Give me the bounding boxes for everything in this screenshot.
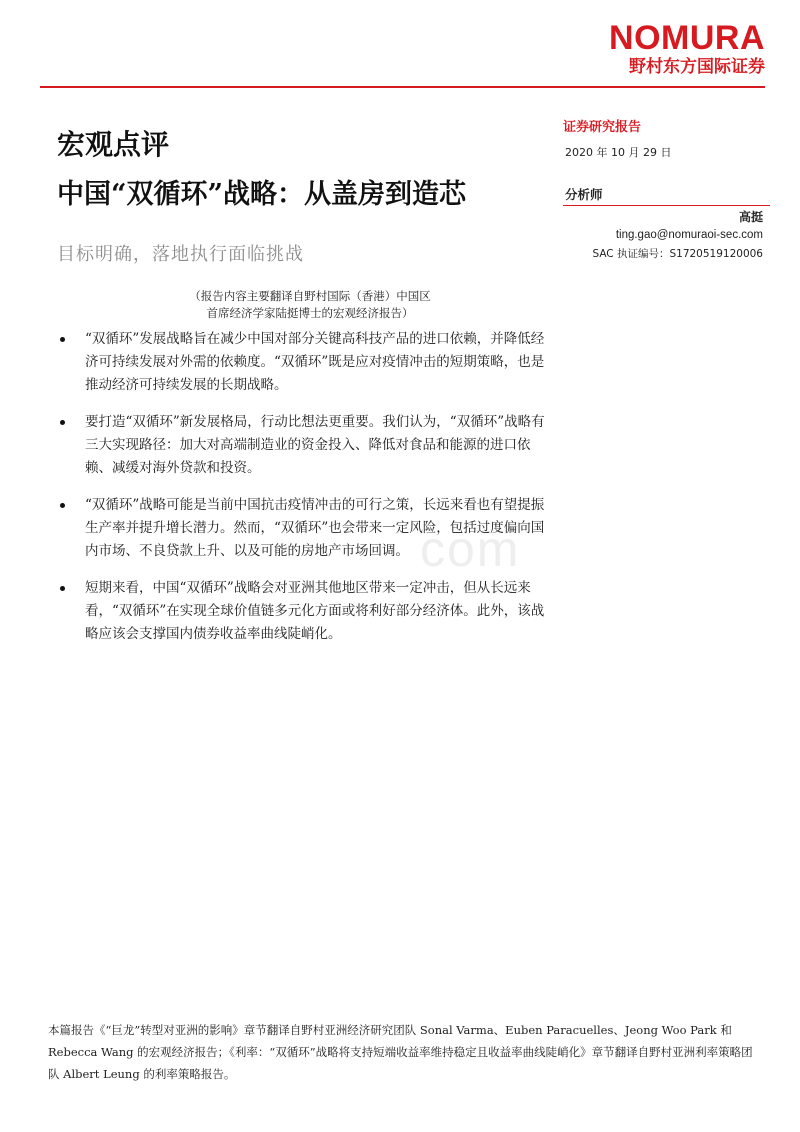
report-type-label: 证券研究报告 xyxy=(563,120,642,135)
bullet-icon xyxy=(60,503,65,508)
list-item xyxy=(60,328,550,397)
bullet-text: “双循环”战略可能是当前中国抗击疫情冲击的可行之策，长远来看也有望提振生产率并提升增长潜力。然而，“双循环”也会带来一定风险，包括过度偏向国内市场、不良贷款上升、以及可能的房地产市场回调。 xyxy=(85,497,545,559)
analyst-divider xyxy=(563,205,770,206)
header-divider xyxy=(40,86,765,88)
bullet-text: 要打造“双循环”新发展格局，行动比想法更重要。我们认为，“双循环”战略有三大实现路径：加大对高端制造业的资金投入、降低对食品和能源的进口依赖、减缓对海外贷款和投资。 xyxy=(85,414,545,476)
page-title: 中国“双循环”战略：从盖房到造芯 xyxy=(57,179,467,210)
analyst-email-link[interactable]: ting.gao@nomuraoi-sec.com xyxy=(615,229,763,241)
bullet-text: 短期来看，中国“双循环”战略会对亚洲其他地区带来一定冲击，但从长远来看，“双循环”在实现全球价值链多元化方面或将利好部分经济体。此外，该战略应该会支撑国内债券收益率曲线陡峭化。 xyxy=(85,580,545,642)
bullet-icon xyxy=(60,420,65,425)
translation-note-line-2: 首席经济学家陆挺博士的宏观经济报告） xyxy=(206,306,414,320)
analyst-name: 高挺 xyxy=(738,210,763,224)
translation-note xyxy=(120,288,500,322)
bullet-text: “双循环”发展战略旨在减少中国对部分关键高科技产品的进口依赖，并降低经济可持续发展对外需的依赖度。“双循环”既是应对疫情冲击的短期策略，也是推动经济可持续发展的长期战略。 xyxy=(85,331,545,393)
page-subtitle: 目标明确，落地执行面临挑战 xyxy=(57,244,304,265)
bullet-icon xyxy=(60,337,65,342)
translation-note-line-1: （报告内容主要翻译自野村国际（香港）中国区 xyxy=(189,289,431,303)
bullet-icon xyxy=(60,586,65,591)
company-name-cn: 野村东方国际证券 xyxy=(629,57,765,77)
list-item xyxy=(60,577,550,646)
list-item xyxy=(60,411,550,480)
key-points-list xyxy=(60,328,550,660)
report-date: 2020 年 10 月 29 日 xyxy=(565,146,672,159)
watermark: com xyxy=(420,521,521,577)
nomura-logo: NOMURA xyxy=(609,19,765,57)
analyst-sac-number: SAC 执证编号：S1720519120006 xyxy=(592,248,763,260)
document-type-heading: 宏观点评 xyxy=(57,128,170,161)
source-footnote: 本篇报告《“巨龙”转型对亚洲的影响》章节翻译自野村亚洲经济研究团队 Sonal Varma、Euben Paracuelles、Jeong Woo Park 和 Rebecca Wang 的宏观经济报告；《利率：“双循环”战略将支持短端收益率维持稳定且收益率曲线陡峭化》章节翻译自野村亚洲利率策略团队 Albert Leung 的利率策略报告。 xyxy=(48,1023,753,1081)
analyst-heading: 分析师 xyxy=(565,187,603,202)
